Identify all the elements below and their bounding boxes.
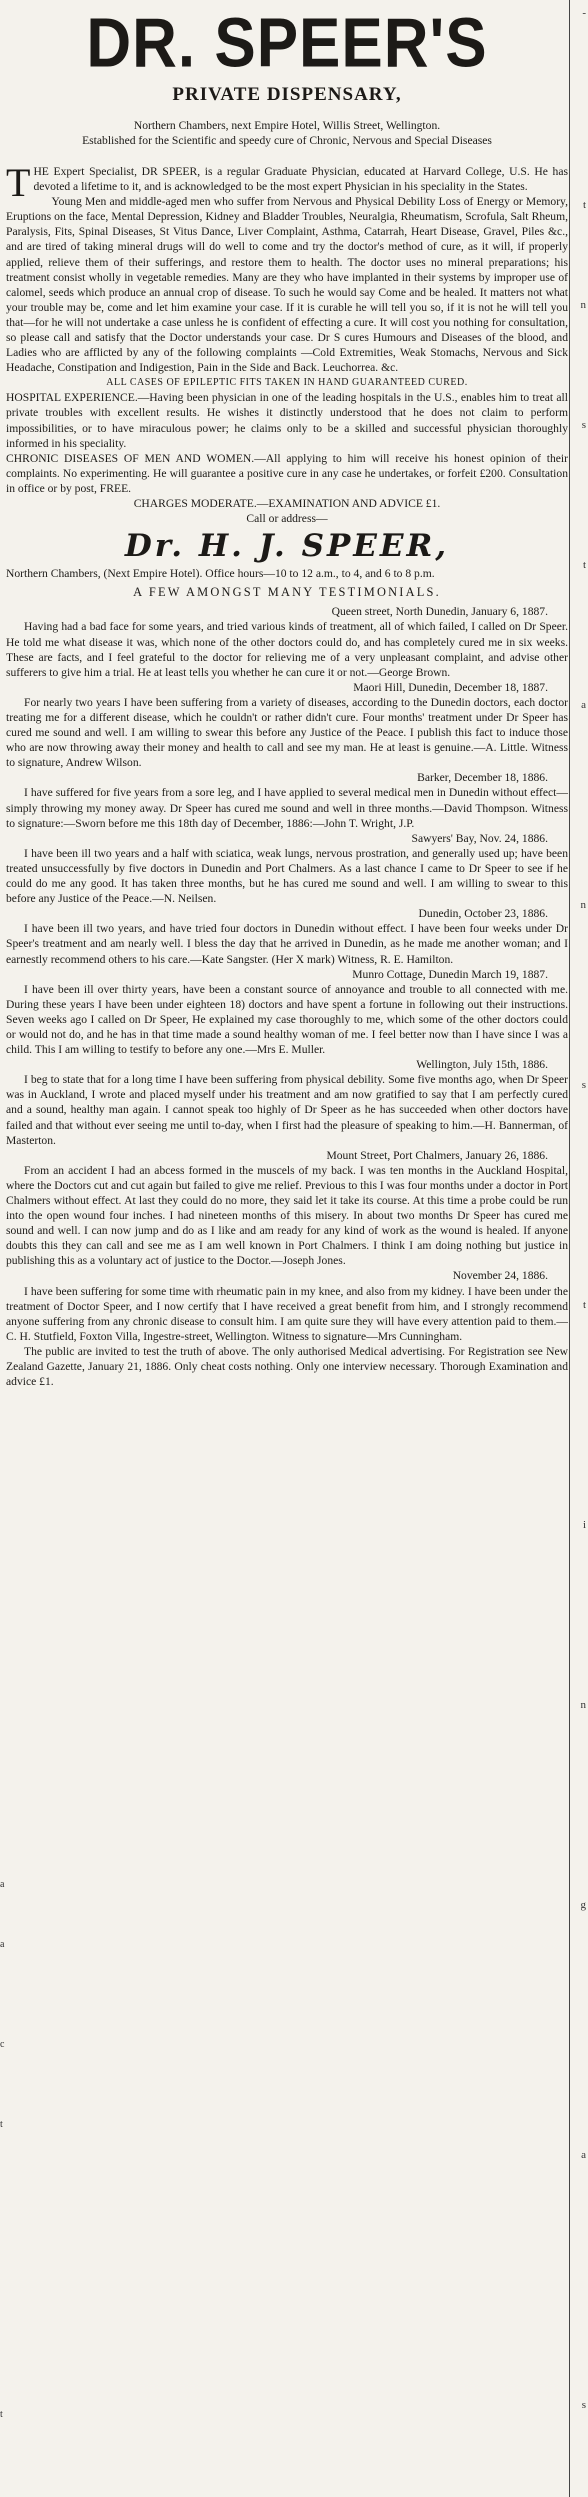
testimonial <box>6 906 568 966</box>
testimonials-heading: A FEW AMONGST MANY TESTIMONIALS. <box>133 585 441 600</box>
testimonial <box>6 1148 568 1269</box>
testimonial-body: Having had a bad face for some years, and tried various kinds of treatment, all of which failed, I called on Dr Speer. He told me what disease it was, which none of the other doctors could do, and has completely cured me in six weeks. These are facts, and I feel grateful to the doctor for relieving me of a very unpleasant complaint, and advise other sufferers to give him a trial. He at least tells you whether he can cure it or not.—George Brown. <box>6 620 568 679</box>
testimonial-place: Dunedin, October 23, 1886. <box>418 907 548 921</box>
testimonial <box>6 1268 568 1343</box>
testimonial <box>6 967 568 1058</box>
symptoms-paragraph: Young Men and middle-aged men who suffer from Nervous and Physical Debility Loss of Energy or Memory, Eruptions on the face, Mental Depression, Kidney and Bladder Troubles, Neuralgia, Rheumatism, Scrofula, Salt Rheum, Paralysis, Fits, Spinal Diseases, St Vitus Dance, Liver Complaint, Asthma, Catarrah, Heart Disease, Gravel, Piles &c., and are tired of taking mineral drugs will do well to come and try the doctor's method of cure, as it will, if properly applied, relieve them of their sufferings, and restore them to health. The doctor uses no mineral preparations; his treatment consist wholly in vegetable remedies. Many are they who have implanted in their systems by improper use of calomel, seeds which produce an annual crop of disease. To such he would say Come and be healed. It matters not what your trouble may be, come and let him examine your case. If it is curable he will tell you so, if it is not he will tell you that—for he will not undertake a case unless he is confident of effecting a cure. It will cost you nothing for consultation, so please call and satisfy that the Doctor understands your case. Dr S cures Humours and Diseases of the blood, and Ladies who are afflicted by any of the following complaints —Cold Extremities, Weak Stomachs, Nervous and Sick Headache, Constipation and Indigestion, Pain in the Side and Back. Leuchorrea. &c. <box>6 195 568 375</box>
testimonial-body: I have been ill two years, and have tried four doctors in Dunedin without effect. I have been four weeks under Dr Speer's treatment and am nearly well. I bless the day that he arrived in Dunedin, as he made me another woman; and I earnestly recommend others to his care.—Kate Sangster. (Her X mark) Witness, R. E. Hamilton. <box>6 922 568 966</box>
masthead-title: DR. SPEER'S <box>86 5 488 83</box>
doctor-signature: Dr. H. J. SPEER, <box>124 528 450 565</box>
chronic-paragraph: CHRONIC DISEASES OF MEN AND WOMEN.—All applying to him will receive his honest opinion of their complaints. No experimenting. He will guarantee a positive cure in any case he undertakes, or forfeit £200. Consultation in office or by post, FREE. <box>6 451 568 495</box>
address-line: Northern Chambers, next Empire Hotel, Willis Street, Wellington. <box>133 119 441 132</box>
epileptic-notice: ALL CASES OF EPILEPTIC FITS TAKEN IN HAND GUARANTEED CURED. <box>106 377 468 389</box>
call-or-address: Call or address— <box>246 512 328 526</box>
advertisement-column <box>6 0 568 1389</box>
testimonial <box>6 1057 568 1148</box>
testimonial-place: Queen street, North Dunedin, January 6, 1887. <box>331 605 548 619</box>
intro-paragraph <box>6 160 568 205</box>
testimonial-place: Wellington, July 15th, 1886. <box>416 1058 548 1072</box>
dispensary-subheading: PRIVATE DISPENSARY, <box>172 84 402 105</box>
testimonial <box>6 831 568 906</box>
established-line: Established for the Scientific and speedy cure of Chronic, Nervous and Special Diseases <box>82 134 492 147</box>
charges-line: CHARGES MODERATE.—EXAMINATION AND ADVICE £1. <box>133 496 441 510</box>
testimonial-place: Munro Cottage, Dunedin March 19, 1887. <box>352 967 548 981</box>
testimonial-body: I have been ill over thirty years, have been a constant source of annoyance and trouble to all connected with me. During these years I have been under eighteen 18) doctors and have spent a fortune in following out their instructions. Seven weeks ago I called on Dr Speer, He explained my case thoroughly to me, which some of the other doctors could or would not do, and he has in that time made a sound healthy woman of me. I feel better now than I have since I was a child. This I am willing to testify to before any one.—Mrs E. Muller. <box>6 982 568 1057</box>
closing-paragraph: The public are invited to test the truth of above. The only authorised Medical advertising. For Registration see New Zealand Gazette, January 21, 1886. Only cheat costs nothing. Only one interview necessary. Thorough Examination and advice £1. <box>6 1344 568 1389</box>
testimonial <box>6 604 568 679</box>
testimonial <box>6 770 568 830</box>
intro-text: HE Expert Specialist, DR SPEER, is a regular Graduate Physician, educated at Harvard College, U.S. He has devoted a lifetime to it, and is acknowledged to be the most expert Physician in his speciality in the States. <box>33 165 568 194</box>
left-margin-fragments: a a c t t <box>0 1879 5 2420</box>
testimonial-body: I have been ill two years and a half with sciatica, weak lungs, nervous prostration, and generally used up; have been treated unsuccessfully by five doctors in Dunedin and Port Chalmers. As a last chance I came to Dr Speer to see if he could do me any good. It has taken three months, but he has cured me sound and well. I am willing to swear to this before any Justice of the Peace.—N. Neilsen. <box>6 846 568 906</box>
testimonial-body: I have been suffering for some time with rheumatic pain in my knee, and also from my kidney. I have been under the treatment of Doctor Speer, and I now certify that I have received a great benefit from him, and I strongly recommend anyone suffering from any chronic disease to consult him. I am quite sure they will have every attention paid to them.—C. H. Stutfield, Foxton Villa, Ingestre-street, Wellington. Witness to signature—Mrs Cunningham. <box>6 1284 568 1343</box>
office-hours: Northern Chambers, (Next Empire Hotel). Office hours—10 to 12 a.m., to 4, and 6 to 8 p.m. <box>6 567 435 581</box>
testimonial-body: I have suffered for five years from a sore leg, and I have applied to several medical men in Dunedin without effect—simply throwing my money away. Dr Speer has cured me sound and well in three months.—David Thompson. Witness to signature:—Sworn before me this 18th day of December, 1886:—John T. Wright, J.P. <box>6 786 568 830</box>
testimonial-place: November 24, 1886. <box>452 1269 548 1283</box>
testimonial-body: I beg to state that for a long time I have been suffering from physical debility. Some five months ago, when Dr Speer was in Auckland, I wrote and placed myself under his treatment and am now gratified to say that I am perfectly cured and a sound, healthy man again. I cannot speak too highly of Dr Speer as he has succeeded when other doctors have failed and that without ever seeing me until to-day, when I first had the pleasure of speaking to him.—H. Bannerman, of Masterton. <box>6 1073 568 1147</box>
testimonial-body: For nearly two years I have been suffering from a variety of diseases, according to the Dunedin doctors, each doctor treating me for a different disease, which he couldn't or rather didn't cure. Four months' treatment under Dr Speer has cured me sound and well. I am willing to swear this before any Justice of the Peace. I publish this fact to induce those who are now throwing away their money and health to call and see my man. He at least is genuine.—A. Little. Witness to signature, Andrew Wilson. <box>6 695 568 770</box>
testimonial <box>6 680 568 771</box>
testimonial-place: Maori Hill, Dunedin, December 18, 1887. <box>353 680 548 694</box>
hospital-paragraph: HOSPITAL EXPERIENCE.—Having been physician in one of the leading hospitals in the U.S., enables him to treat all private troubles with excellent results. He wishes it distinctly understood that he does not claim to perform impossibilities, or to have miraculous power; he claims only to be a skilled and successful physician thoroughly informed in his speciality. <box>6 391 568 450</box>
testimonial-place: Mount Street, Port Chalmers, January 26, 1886. <box>326 1148 548 1162</box>
right-column-edge: - t n s t a n s t i n g a s <box>569 0 588 2497</box>
drop-cap: T <box>6 160 31 205</box>
testimonial-place: Sawyers' Bay, Nov. 24, 1886. <box>411 831 548 845</box>
testimonial-place: Barker, December 18, 1886. <box>417 771 548 785</box>
testimonial-body: From an accident I had an abcess formed in the muscels of my back. I was ten months in the Auckland Hospital, where the Doctors cut and cut again but failed to give me relief. Previous to this I was four months under a doctor in Port Chalmers without effect. At last they could do no more, they said let it take its course. At this time a probe could be run into the open wound four inches. I had nineteen months of this misery. In about two months Dr Speer has cured me sound and well. I can now jump and do as I like and am ready for any kind of work as the wound is healed. If anyone doubts this they can call and see me as I am well known in Port Chalmers. I think I am doing nothing but justice in publishing this as a voluntary act of justice to the Doctor.—Joseph Jones. <box>6 1163 568 1268</box>
